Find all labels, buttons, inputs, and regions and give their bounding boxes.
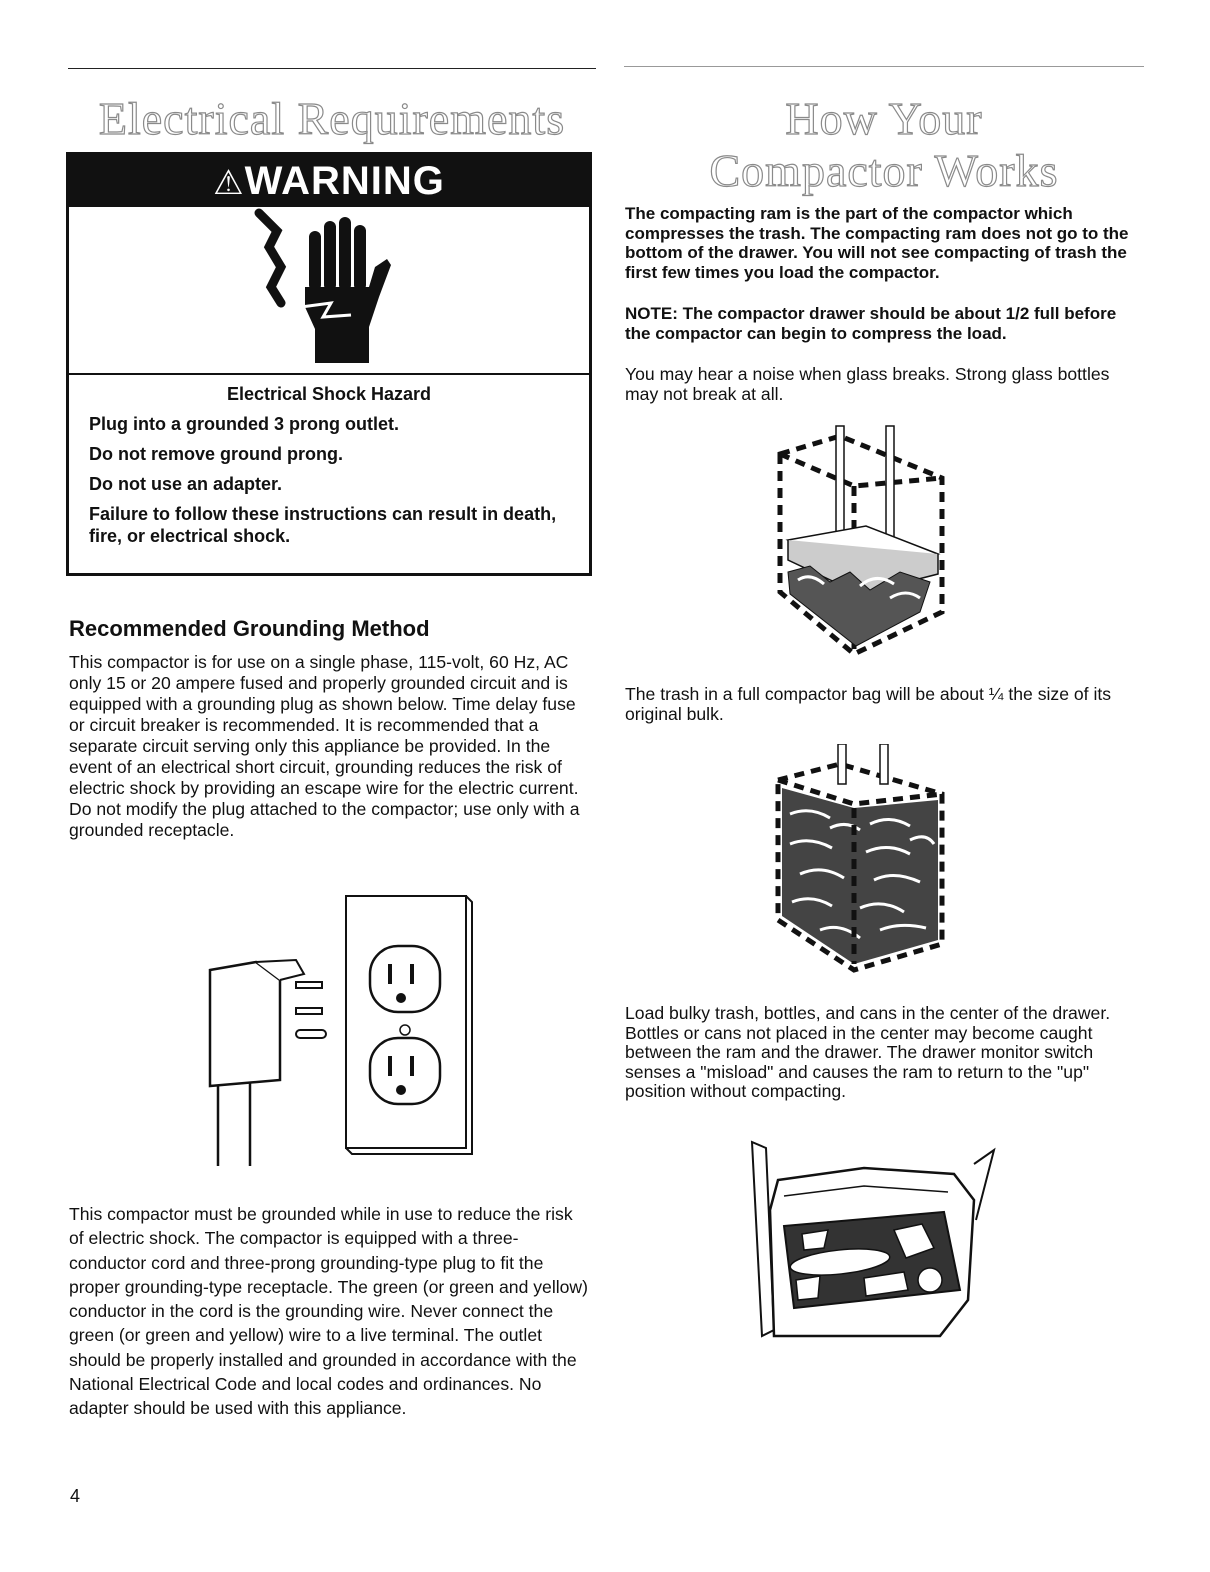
grounding-paragraph: This compactor is for use on a single phase, 115-volt, 60 Hz, AC only 15 or 20 ampere fused and properly grounded circuit and is equipped with a grounding plug as shown below. Time delay fuse or circuit breaker is recommended. It is recommended that a separate circuit serving only this appliance be provided. In the event of an electrical short circuit, grounding reduces the risk of electric shock by providing an escape wire for the electric current. Do not modify the plug attached to the compactor; use only with a grounded receptacle. [69,652,580,840]
warning-line: Failure to follow these instructions can result in death, fire, or electrical shock. [89,504,557,546]
glass-paragraph: You may hear a noise when glass breaks. Strong glass bottles may not break at all. [625,364,1110,404]
how-compactor-works-title-line1: How Your [785,93,983,144]
grounded-paragraph: This compactor must be grounded while in use to reduce the risk of electric shock. The compactor is equipped with a three-conductor cord and three-prong grounding-type plug to fit the proper grounding-type receptacle. The green (or green and yellow) conductor in the cord is the grounding wire. Never connect the green (or green and yellow) wire to a live terminal. The outlet should be properly installed and grounded in accordance with the National Electrical Code and local codes and ordinances. No adapter should be used with this appliance. [69,1204,588,1419]
warning-triangle-icon: ⚠ [213,164,245,202]
page-number: 4 [70,1486,81,1506]
how-compactor-works-title-line2: Compactor Works [709,145,1059,196]
warning-text [89,383,569,555]
compactor-half-load-illustration [770,422,950,662]
plug-and-outlet-illustration [196,890,476,1172]
drawer-loaded-illustration [744,1140,1004,1340]
warning-header [69,155,589,207]
warning-label: WARNING [244,159,445,203]
size-paragraph: The trash in a full compactor bag will be about ¼ the size of its original bulk. [625,684,1112,724]
left-top-rule [68,68,596,69]
load-paragraph: Load bulky trash, bottles, and cans in the center of the drawer. Bottles or cans not placed in the center may become caught between the ram and the drawer. The drawer monitor switch senses a "misload" and causes the ram to return to the "up" position without compacting. [625,1003,1111,1101]
hazard-title: Electrical Shock Hazard [226,384,432,404]
shock-hand-icon [69,207,589,373]
compactor-full-load-illustration [770,744,950,976]
warning-line: Do not use an adapter. [89,474,283,494]
shock-hazard-illustration [69,207,589,375]
warning-box [66,152,592,576]
compacting-ram-intro: The compacting ram is the part of the compactor which compresses the trash. The compacting ram does not go to the bottom of the drawer. You will not see compacting of trash the first few times you load the compactor. [625,204,1129,282]
electrical-requirements-title: Electrical Requirements [98,93,566,144]
grounding-heading: Recommended Grounding Method [69,616,430,641]
warning-line: Do not remove ground prong. [89,444,343,464]
right-top-rule [624,66,1144,67]
half-full-note: NOTE: The compactor drawer should be about 1/2 full before the compactor can begin to compress the load. [625,304,1117,343]
warning-line: Plug into a grounded 3 prong outlet. [89,414,399,434]
